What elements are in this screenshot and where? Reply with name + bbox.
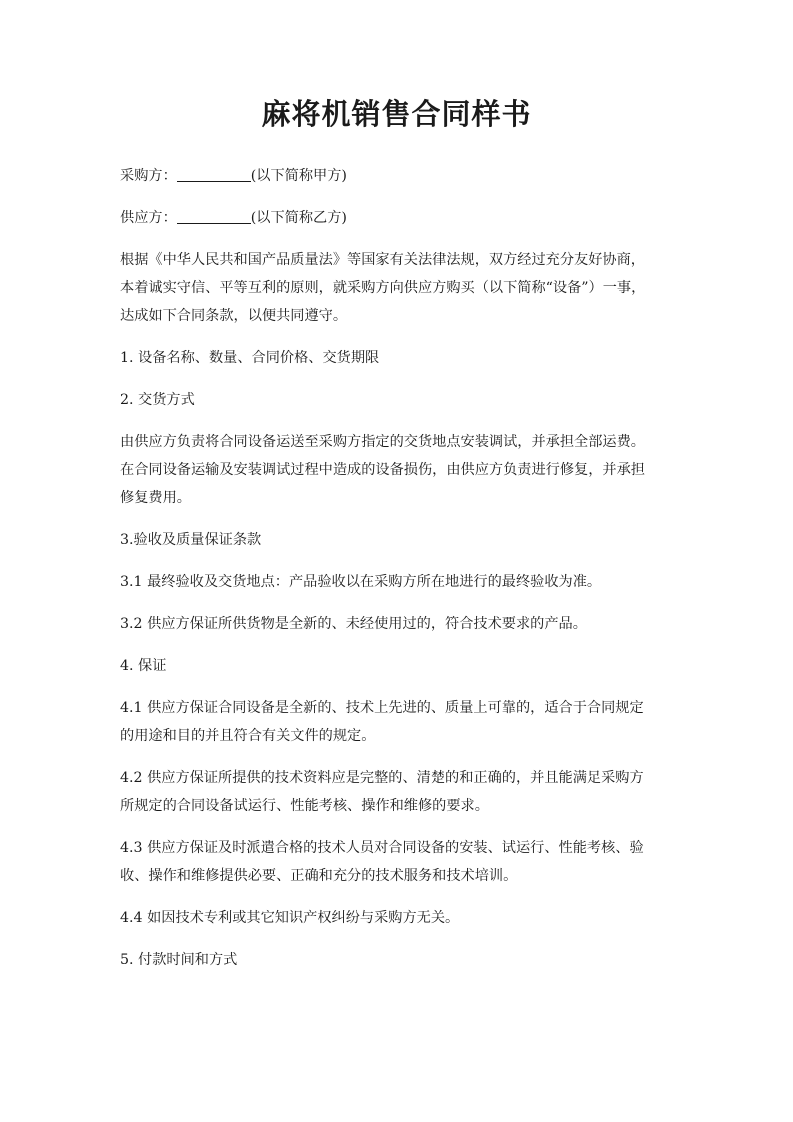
section-2-line: 由供应方负责将合同设备运送至采购方指定的交货地点安装调试，并承担全部运费。 xyxy=(120,434,645,450)
clause-4-3 xyxy=(120,834,676,890)
clause-4-2-line: 4.2 供应方保证所提供的技术资料应是完整的、清楚的和正确的，并且能满足采购方 xyxy=(120,770,644,786)
clause-4-1-line: 4.1 供应方保证合同设备是全新的、技术上先进的、质量上可靠的，适合于合同规定 xyxy=(120,700,644,716)
section-4-heading: 4. 保证 xyxy=(120,658,167,674)
buyer-label: 采购方： xyxy=(120,168,177,184)
section-3-heading: 3.验收及质量保证条款 xyxy=(120,532,262,548)
buyer-note: (以下简称甲方) xyxy=(250,168,347,184)
intro-paragraph xyxy=(120,246,676,330)
section-1-heading: 1. 设备名称、数量、合同价格、交货期限 xyxy=(120,350,380,366)
section-2-line: 在合同设备运输及安装调试过程中造成的设备损伤，由供应方负责进行修复，并承担 xyxy=(120,462,645,478)
intro-line: 达成如下合同条款，以便共同遵守。 xyxy=(120,308,348,324)
clause-3-1: 3.1 最终验收及交货地点：产品验收以在采购方所在地进行的最终验收为准。 xyxy=(120,574,602,590)
document-title: 麻将机销售合同样书 xyxy=(261,97,532,131)
buyer-line xyxy=(120,162,676,190)
clause-4-1-line: 的用途和目的并且符合有关文件的规定。 xyxy=(120,728,376,744)
seller-label: 供应方： xyxy=(120,210,177,226)
clause-4-2-line: 所规定的合同设备试运行、性能考核、操作和维修的要求。 xyxy=(120,798,489,814)
section-5-heading: 5. 付款时间和方式 xyxy=(120,952,238,968)
clause-4-4: 4.4 如因技术专利或其它知识产权纠纷与采购方无关。 xyxy=(120,910,460,926)
seller-note: (以下简称乙方) xyxy=(250,210,347,226)
intro-line: 本着诚实守信、平等互利的原则，就采购方向供应方购买（以下简称“设备”）一事， xyxy=(120,280,646,296)
clause-4-3-line: 4.3 供应方保证及时派遣合格的技术人员对合同设备的安装、试运行、性能考核、验 xyxy=(120,840,644,856)
seller-blank xyxy=(177,209,251,224)
section-2-line: 修复费用。 xyxy=(120,490,191,506)
clause-4-3-line: 收、操作和维修提供必要、正确和充分的技术服务和技术培训。 xyxy=(120,868,518,884)
section-2-heading: 2. 交货方式 xyxy=(120,392,195,408)
buyer-blank xyxy=(177,167,251,182)
clause-4-1 xyxy=(120,694,676,750)
clause-3-2: 3.2 供应方保证所供货物是全新的、未经使用过的，符合技术要求的产品。 xyxy=(120,616,587,632)
intro-line: 根据《中华人民共和国产品质量法》等国家有关法律法规，双方经过充分友好协商， xyxy=(120,252,645,268)
section-2-body xyxy=(120,428,676,512)
seller-line xyxy=(120,204,676,232)
clause-4-2 xyxy=(120,764,676,820)
